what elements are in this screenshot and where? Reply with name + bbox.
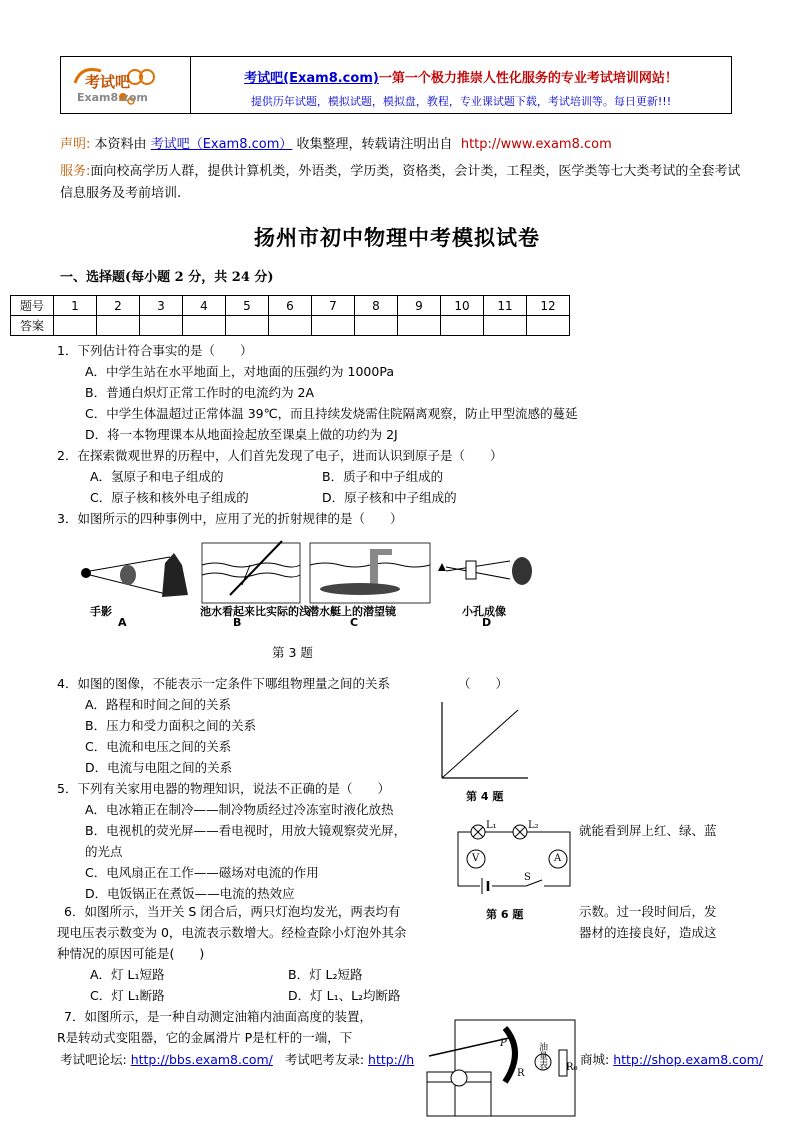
q3-letter-c: C [350,616,359,629]
q7-label-r0: R₀ [566,1062,578,1073]
logo-subtext: Exam8.com [77,91,148,104]
service-paragraph [60,161,742,205]
q7-float [451,1070,467,1086]
table-header-cell: 题号 [11,296,54,316]
declaration-line [60,133,612,152]
header-headline [191,67,731,86]
q1-option-a: A．中学生站在水平地面上，对地面的压强约为 1000Pa [85,364,394,379]
answer-cell[interactable] [441,316,484,336]
q7-label-meter: 油量表 [537,1042,547,1069]
table-header-cell: 答案 [11,316,54,336]
answer-cell[interactable] [484,316,527,336]
q4-option-a: A．路程和时间之间的关系 [85,697,232,712]
q6-line-3: 种情况的原因可能是( ) [57,946,205,961]
q5-option-b-2: 就能看到屏上红、绿、蓝 [579,823,717,838]
q4-graph [432,698,532,784]
q6-line-2b: 器材的连接良好，造成这 [579,925,717,940]
declaration-link[interactable]: 考试吧（Exam8.com） [150,137,293,152]
q3-letter-d: D [482,616,492,629]
q5-option-b-3: 的光点 [85,844,123,859]
q6-label-l1: L₁ [486,820,497,831]
table-cell: 7 [312,296,355,316]
header-services: 提供历年试题，模拟试题，模拟盘，教程，专业课试题下载，考试培训等。每日更新!!! [250,95,672,108]
q6-label-l2: L₂ [528,820,539,831]
q2-option-c: C．原子核和核外电子组成的 [90,490,249,505]
answer-cell[interactable] [355,316,398,336]
q5-option-a: A．电冰箱正在制冷——制冷物质经过冷冻室时液化放热 [85,802,394,817]
q6-option-b: B．灯 L₂短路 [288,967,363,982]
footer-forum-link[interactable]: http://bbs.exam8.com/ [130,1052,273,1067]
footer-forum-label: 考试吧论坛: [60,1052,127,1067]
answer-cell[interactable] [54,316,97,336]
q4-line [442,710,518,778]
declaration-text-1: 本资料由 [94,137,147,152]
service-label: 服务: [60,164,91,179]
page-title: 扬州市初中物理中考模拟试卷 [254,225,540,250]
footer-mall-label: 商城: [580,1052,610,1067]
header-banner [60,56,732,114]
site-slogan: 一第一个极力推崇人性化服务的专业考试培训网站！ [378,71,678,86]
q2-option-d: D．原子核和中子组成的 [322,490,457,505]
q1-option-d: D．将一本物理课本从地面捡起放至课桌上做的功约为 2J [85,427,398,442]
q4-option-d: D．电流与电阻之间的关系 [85,760,233,775]
table-cell: 6 [269,296,312,316]
q3-figure-d [438,557,532,585]
table-cell: 2 [97,296,140,316]
q7-line-1: 7．如图所示，是一种自动测定油箱内油面高度的装置， [64,1009,372,1024]
q5-option-c: C．电风扇正在工作——磁场对电流的作用 [85,865,319,880]
q6-label-s: S [524,872,531,883]
q6-figure-caption: 第 6 题 [486,908,524,921]
answer-cell[interactable] [398,316,441,336]
q2-option-b: B．质子和中子组成的 [322,469,444,484]
q2-stem: 2．在探索微观世界的历程中，人们首先发现了电子，进而认识到原子是（ ） [57,448,503,463]
q3-stem: 3．如图所示的四种事例中，应用了光的折射规律的是（ ） [57,511,403,526]
footer-friends-label: 考试吧考友录: [284,1052,365,1067]
table-cell: 11 [484,296,527,316]
table-cell: 12 [527,296,570,316]
answer-cell[interactable] [226,316,269,336]
q6-line-1b: 示数。过一段时间后，发 [579,904,717,919]
table-cell: 8 [355,296,398,316]
q1-option-c: C．中学生体温超过正常体温 39℃，而且持续发烧需住院隔离观察，防止甲型流感的蔓延 [85,406,578,421]
q6-option-a: A．灯 L₁短路 [90,967,165,982]
q5-stem: 5．下列有关家用电器的物理知识，说法不正确的是（ ） [57,781,390,796]
q7-rheostat [505,1028,515,1082]
q1-option-b: B．普通白炽灯正常工作时的电流约为 2A [85,385,315,400]
q7-lever [429,1038,509,1056]
service-text: 面向校高学历人群，提供计算机类，外语类，学历类，资格类，会计类，工程类，医学类等七大类考试的全套考试信息服务及考前培训. [60,164,741,201]
q5-option-b-1: B．电视机的荧光屏——看电视时，用放大镜观察荧光屏， [85,823,407,838]
q6-line-2a: 现电压表示数变为 0，电流表示数增大。经检查除小灯泡外其余 [57,925,407,940]
q3-caption-d: 小孔成像 [462,605,506,618]
site-name-link[interactable]: 考试吧(Exam8.com) [244,71,379,86]
declaration-label: 声明: [60,137,91,152]
q3-letter-b: B [233,616,242,629]
q4-bracket: （ ） [458,676,509,691]
footer-mall [580,1050,763,1068]
q3-caption-b: 池水看起来比实际的浅 [200,605,310,618]
table-row [11,296,570,316]
q3-figure [70,535,550,635]
answer-cell[interactable] [269,316,312,336]
q4-figure-caption: 第 4 题 [466,790,504,803]
table-cell: 1 [54,296,97,316]
answer-cell[interactable] [312,316,355,336]
q3-figure-c [310,543,430,603]
q3-figure-caption: 第 3 题 [272,645,313,660]
q7-label-p: P [500,1038,507,1049]
table-cell: 10 [441,296,484,316]
table-cell: 5 [226,296,269,316]
answer-cell[interactable] [97,316,140,336]
q7-figure [425,1012,585,1120]
q3-caption-a: 手影 [90,605,112,618]
table-cell: 3 [140,296,183,316]
q6-label-a: A [554,853,562,864]
q7-label-r: R [517,1068,525,1079]
footer-links [60,1050,414,1068]
q4-option-c: C．电流和电压之间的关系 [85,739,232,754]
q3-caption-c: 潜水艇上的潜望镜 [308,605,396,618]
footer-mall-link[interactable]: http://shop.exam8.com/ [613,1052,764,1067]
q2-option-a: A．氢原子和电子组成的 [90,469,224,484]
q3-letter-a: A [118,616,127,629]
answer-cell[interactable] [527,316,570,336]
q4-stem: 4．如图的图像，不能表示一定条件下哪组物理量之间的关系 [57,676,390,691]
logo-text: 考试吧 [85,73,131,91]
q6-option-d: D．灯 L₁、L₂均断路 [288,988,401,1003]
declaration-url[interactable]: http://www.exam8.com [460,137,612,152]
q1-stem: 1．下列估计符合事实的是（ ） [57,343,253,358]
q3-figure-b [202,541,300,603]
footer-friends-link[interactable]: http://h [368,1052,415,1067]
q4-option-b: B．压力和受力面积之间的关系 [85,718,257,733]
q3-figure-a [81,553,188,597]
q6-line-1a: 6．如图所示，当开关 S 闭合后，两只灯泡均发光，两表均有 [64,904,401,919]
q7-line-2: R是转动式变阻器，它的金属滑片 P是杠杆的一端，下 [57,1030,353,1045]
answer-cell[interactable] [183,316,226,336]
site-logo[interactable] [61,57,191,113]
table-cell: 9 [398,296,441,316]
q6-label-v: V [472,853,480,864]
q5-option-d: D．电饭锅正在煮饭——电流的热效应 [85,886,295,901]
answer-cell[interactable] [140,316,183,336]
answer-table [10,295,570,336]
table-row [11,316,570,336]
table-cell: 4 [183,296,226,316]
section-heading: 一、选择题(每小题 2 分，共 24 分) [60,270,274,285]
q6-option-c: C．灯 L₁断路 [90,988,165,1003]
declaration-text-2: 收集整理，转载请注明出自 [296,137,453,152]
